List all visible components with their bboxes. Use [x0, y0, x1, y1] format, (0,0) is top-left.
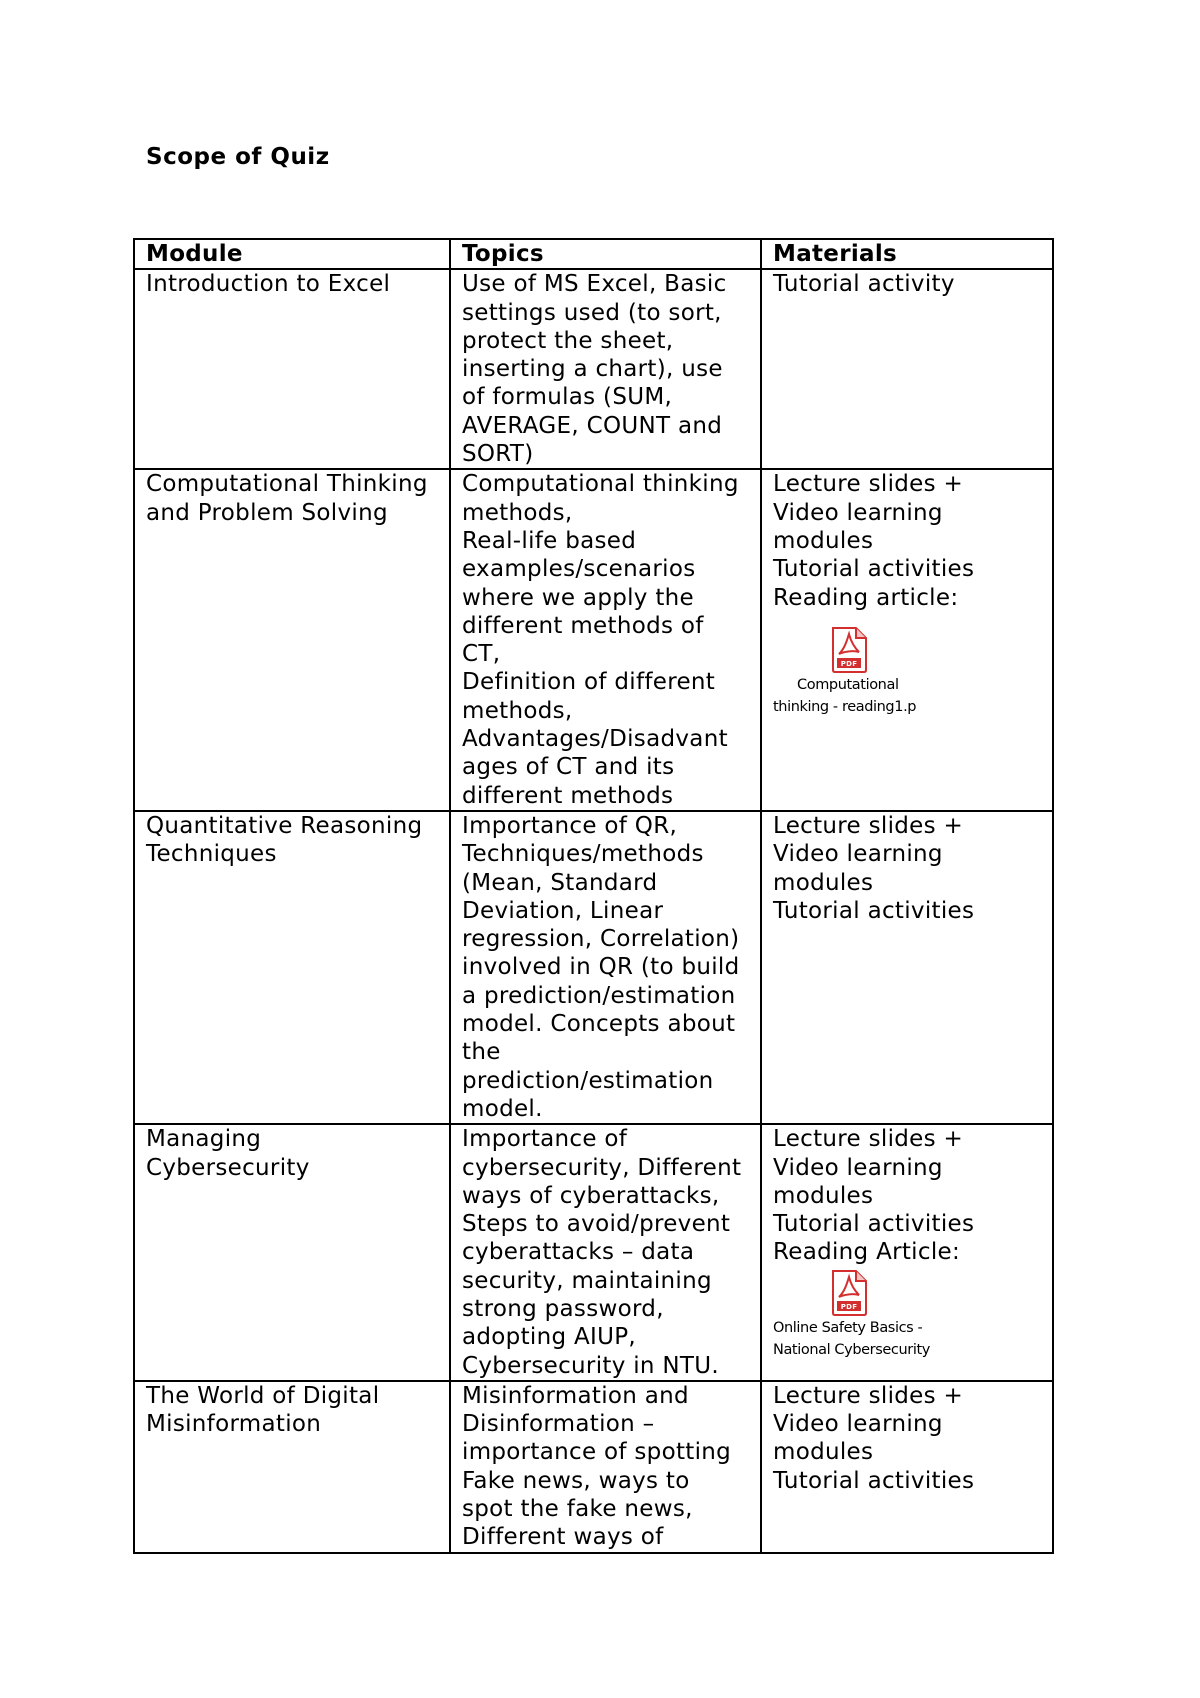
topics-text-line: SORT)	[462, 441, 534, 468]
topics-text-line: (Mean, Standard	[462, 869, 658, 896]
topics-text-line: inserting a chart), use	[462, 356, 723, 383]
pdf-badge-text: PDF	[840, 1302, 858, 1311]
topics-text-line: Use of MS Excel, Basic	[462, 271, 727, 298]
topics-text-line: ways of cyberattacks,	[462, 1182, 720, 1209]
topics-text-line: methods,	[462, 697, 573, 724]
topics-text-line: security, maintaining	[462, 1267, 712, 1294]
topics-text-line: Importance of	[462, 1126, 628, 1153]
materials-text-line: Reading article:	[773, 584, 959, 611]
topics-cell	[450, 1381, 761, 1553]
topics-text-line: where we apply the	[462, 584, 694, 611]
materials-text-line: Reading Article:	[773, 1239, 961, 1266]
materials-text-line: Video learning	[773, 841, 943, 868]
topics-cell	[450, 469, 761, 811]
topics-text-line: adopting AIUP,	[462, 1324, 636, 1351]
module-text-line: Cybersecurity	[146, 1154, 310, 1181]
materials-text-line: Lecture slides +	[773, 812, 964, 839]
topics-text-line: of formulas (SUM,	[462, 384, 673, 411]
module-text-line: Introduction to Excel	[146, 271, 391, 298]
materials-text-line: Lecture slides +	[773, 1382, 964, 1409]
topics-cell	[450, 1124, 761, 1381]
topics-text-line: Misinformation and	[462, 1382, 689, 1409]
module-cell	[134, 811, 450, 1124]
module-text-line: Techniques	[146, 841, 277, 868]
topics-cell	[450, 811, 761, 1124]
materials-text-line: Video learning	[773, 1411, 943, 1438]
topics-text-line: a prediction/estimation	[462, 982, 736, 1009]
materials-text-line: modules	[773, 527, 874, 554]
topics-text-line: AVERAGE, COUNT and	[462, 412, 723, 439]
pdf-attachment[interactable]	[773, 1269, 1042, 1361]
topics-text-line: cyberattacks – data	[462, 1239, 695, 1266]
topics-text-line: regression, Correlation)	[462, 926, 740, 953]
materials-cell	[761, 469, 1053, 811]
module-text-line: and Problem Solving	[146, 499, 388, 526]
pdf-attachment[interactable]	[773, 626, 1042, 718]
pdf-badge-text: PDF	[840, 659, 858, 668]
topics-text-line: ages of CT and its	[462, 754, 675, 781]
module-text-line: Computational Thinking	[146, 471, 428, 498]
materials-cell	[761, 1381, 1053, 1553]
table-row	[134, 811, 1053, 1124]
attachment-filename[interactable]: thinking - reading1.p	[773, 698, 917, 715]
topics-text-line: Different ways of	[462, 1524, 664, 1551]
topics-text-line: settings used (to sort,	[462, 299, 722, 326]
materials-text-line: Tutorial activity	[773, 271, 955, 298]
table-row	[134, 1124, 1053, 1381]
materials-text-line: modules	[773, 1182, 874, 1209]
topics-text-line: Steps to avoid/prevent	[462, 1211, 731, 1238]
topics-text-line: Disinformation –	[462, 1411, 655, 1438]
topics-text-line: importance of spotting	[462, 1439, 732, 1466]
module-cell	[134, 1124, 450, 1381]
materials-text-line: modules	[773, 869, 874, 896]
topics-text-line: prediction/estimation	[462, 1067, 714, 1094]
topics-text-line: Deviation, Linear	[462, 897, 664, 924]
materials-text-line: Video learning	[773, 499, 943, 526]
module-cell	[134, 269, 450, 469]
topics-cell	[450, 269, 761, 469]
topics-text-line: Computational thinking	[462, 471, 739, 498]
table-row	[134, 469, 1053, 811]
table-header-row	[134, 239, 1053, 269]
topics-text-line: Importance of QR,	[462, 812, 678, 839]
table-row	[134, 1381, 1053, 1553]
module-text-line: Misinformation	[146, 1411, 322, 1438]
materials-text-line: Lecture slides +	[773, 1126, 964, 1153]
attachment-filename[interactable]: Computational	[797, 676, 899, 693]
module-text-line: The World of Digital	[146, 1382, 380, 1409]
topics-text-line: involved in QR (to build	[462, 954, 740, 981]
topics-text-line: Definition of different	[462, 669, 716, 696]
attachment-filename[interactable]: Online Safety Basics -	[773, 1319, 923, 1336]
materials-text-line: Tutorial activities	[773, 1467, 975, 1494]
topics-text-line: methods,	[462, 499, 573, 526]
topics-text-line: the	[462, 1039, 501, 1066]
topics-text-line: cybersecurity, Different	[462, 1154, 742, 1181]
attachment-filename[interactable]: National Cybersecurity	[773, 1341, 930, 1358]
materials-text-line: modules	[773, 1439, 874, 1466]
topics-text-line: Advantages/Disadvant	[462, 726, 728, 753]
topics-text-line: Techniques/methods	[462, 841, 704, 868]
pdf-file-icon[interactable]	[829, 626, 869, 674]
topics-text-line: strong password,	[462, 1295, 664, 1322]
topics-text-line: protect the sheet,	[462, 327, 674, 354]
materials-cell	[761, 811, 1053, 1124]
topics-text-line: model.	[462, 1095, 543, 1122]
header-topics: Topics	[450, 239, 761, 269]
table-row	[134, 269, 1053, 469]
topics-text-line: spot the fake news,	[462, 1496, 693, 1523]
topics-text-line: CT,	[462, 641, 501, 668]
pdf-file-icon[interactable]	[829, 1269, 869, 1317]
header-module: Module	[134, 239, 450, 269]
materials-cell	[761, 1124, 1053, 1381]
topics-text-line: examples/scenarios	[462, 556, 696, 583]
materials-text-line: Video learning	[773, 1154, 943, 1181]
topics-text-line: Real-life based	[462, 527, 637, 554]
topics-text-line: different methods of	[462, 612, 704, 639]
module-cell	[134, 1381, 450, 1553]
topics-text-line: model. Concepts about	[462, 1011, 736, 1038]
quiz-scope-table	[133, 238, 1054, 1554]
module-text-line: Quantitative Reasoning	[146, 812, 423, 839]
materials-text-line: Tutorial activities	[773, 1211, 975, 1238]
materials-cell	[761, 269, 1053, 469]
topics-text-line: Cybersecurity in NTU.	[462, 1352, 719, 1379]
materials-text-line: Tutorial activities	[773, 556, 975, 583]
module-cell	[134, 469, 450, 811]
materials-text-line: Tutorial activities	[773, 897, 975, 924]
topics-text-line: Fake news, ways to	[462, 1467, 690, 1494]
document-title: Scope of Quiz	[146, 144, 330, 170]
module-text-line: Managing	[146, 1126, 262, 1153]
materials-text-line: Lecture slides +	[773, 471, 964, 498]
topics-text-line: different methods	[462, 782, 674, 809]
header-materials: Materials	[761, 239, 1053, 269]
